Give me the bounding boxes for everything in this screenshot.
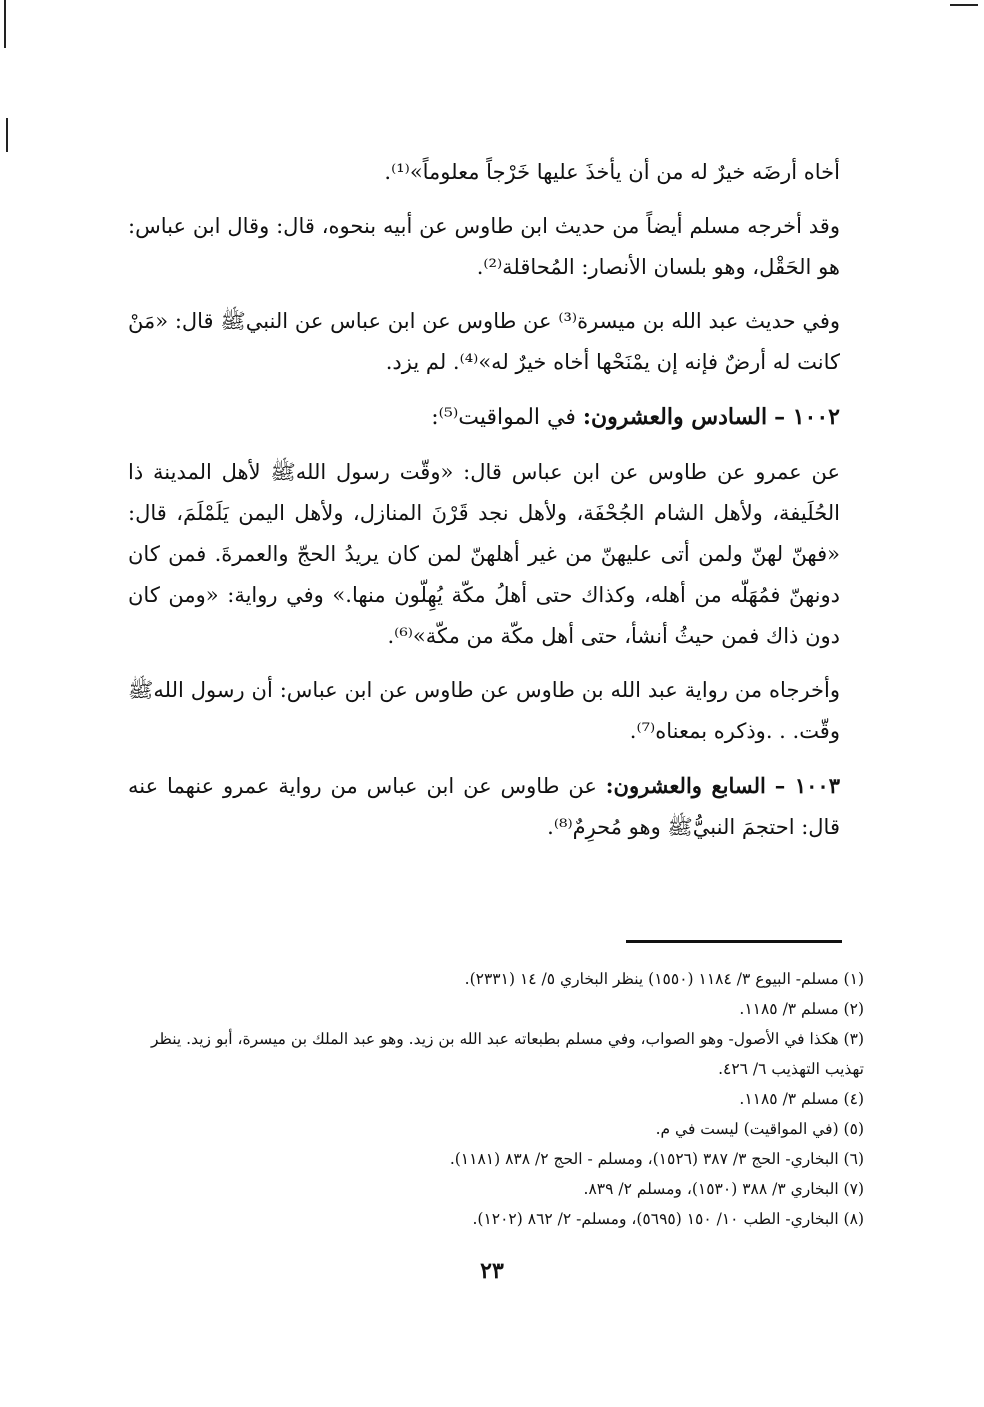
section-title: السادس والعشرون:	[582, 404, 768, 430]
paragraph-4: عن عمرو عن طاوس عن ابن عباس قال: «وقّت رسول اللهﷺ لأهل المدينة ذا الحُلَيفة، ولأهل الشام الجُحْفَة، ولأهل نجد قَرْنَ المنازل، ولأهل اليمن يَلَمْلَمَ، قال: «فهنّ لهنّ ولمن أتى عليهنّ من غير أهلهنّ لمن كان يريدُ الحجّ والعمرةَ. فمن كان دونهنّ فمُهَلّه من أهله، وكذاك حتى أهلُ مكّة يُهِلّون منها.» وفي رواية: «ومن كان دون ذاك فمن حيثُ أنشأ، حتى أهل مكّة من مكّة»⁽⁶⁾.	[128, 460, 840, 648]
footnote-7: (٧) البخاري ٣/ ٣٨٨ (١٥٣٠)، ومسلم ٢/ ٨٣٩.	[583, 1180, 864, 1198]
section-number: ١٠٠٣ –	[774, 773, 840, 798]
footnote-2: (٢) مسلم ٣/ ١١٨٥.	[739, 1000, 864, 1018]
footnote-5: (٥) (في المواقيت) ليست في م.	[655, 1120, 864, 1138]
section-title: السابع والعشرون:	[605, 773, 766, 798]
scan-edge-mark	[4, 0, 6, 48]
footnote-8: (٨) البخاري- الطب ١٠/ ١٥٠ (٥٦٩٥)، ومسلم- ٢/ ٨٦٢ (١٢٠٢).	[472, 1210, 864, 1228]
footnote-1: (١) مسلم- البيوع ٣/ ١١٨٤ (١٥٥٠) ينظر البخاري ٥/ ١٤ (٢٣٣١).	[464, 970, 864, 988]
section-number: ١٠٠٢ –	[774, 404, 840, 430]
page-body	[128, 152, 840, 861]
page-number: ٢٣	[480, 1258, 504, 1284]
paragraph-1: أخاه أرضَه خيرٌ له من أن يأخذَ عليها خَرْجاً معلوماً»⁽¹⁾.	[384, 160, 840, 184]
section-1003	[128, 765, 840, 848]
footnote-separator	[626, 940, 842, 943]
section-subtitle: في المواقيت⁽⁵⁾:	[431, 405, 576, 430]
paragraph-3: وفي حديث عبد الله بن ميسرة⁽³⁾ عن طاوس عن ابن عباس عن النبيﷺ قال: «مَنْ كانت له أرضٌ فإنه إن يمْنَحْها أخاه خيرٌ له»⁽⁴⁾. لم يزد.	[128, 309, 841, 374]
section-heading-1002	[128, 396, 840, 439]
footnote-4: (٤) مسلم ٣/ ١١٨٥.	[739, 1090, 864, 1108]
paragraph-5: وأخرجاه من رواية عبد الله بن طاوس عن طاوس عن ابن عباس: أن رسول اللهﷺ وقّت. . .وذكره بمعناه⁽⁷⁾.	[128, 678, 840, 743]
footnote-6: (٦) البخاري- الحج ٣/ ٣٨٧ (١٥٢٦)، ومسلم - الحج ٢/ ٨٣٨ (١١٨١).	[449, 1150, 864, 1168]
scan-edge-mark	[6, 118, 8, 152]
scan-edge-mark	[950, 4, 978, 6]
section-text: عن طاوس عن ابن عباس من رواية عمرو عنهما عنه قال: احتجمَ النبيُّﷺ وهو مُحرِمٌ⁽⁸⁾.	[128, 774, 840, 839]
paragraph-2: وقد أخرجه مسلم أيضاً من حديث ابن طاوس عن أبيه بنحوه، قال: وقال ابن عباس: هو الحَقْل، وهو بلسان الأنصار: المُحاقلة⁽²⁾.	[128, 214, 840, 279]
footnote-3: (٣) هكذا في الأصول- وهو الصواب، وفي مسلم بطبعاته عبد الله بن زيد. وهو عبد الملك بن ميسرة، أبو زيد. ينظر تهذيب التهذيب ٦/ ٤٢٦.	[150, 1030, 864, 1078]
footnotes	[126, 964, 864, 1234]
